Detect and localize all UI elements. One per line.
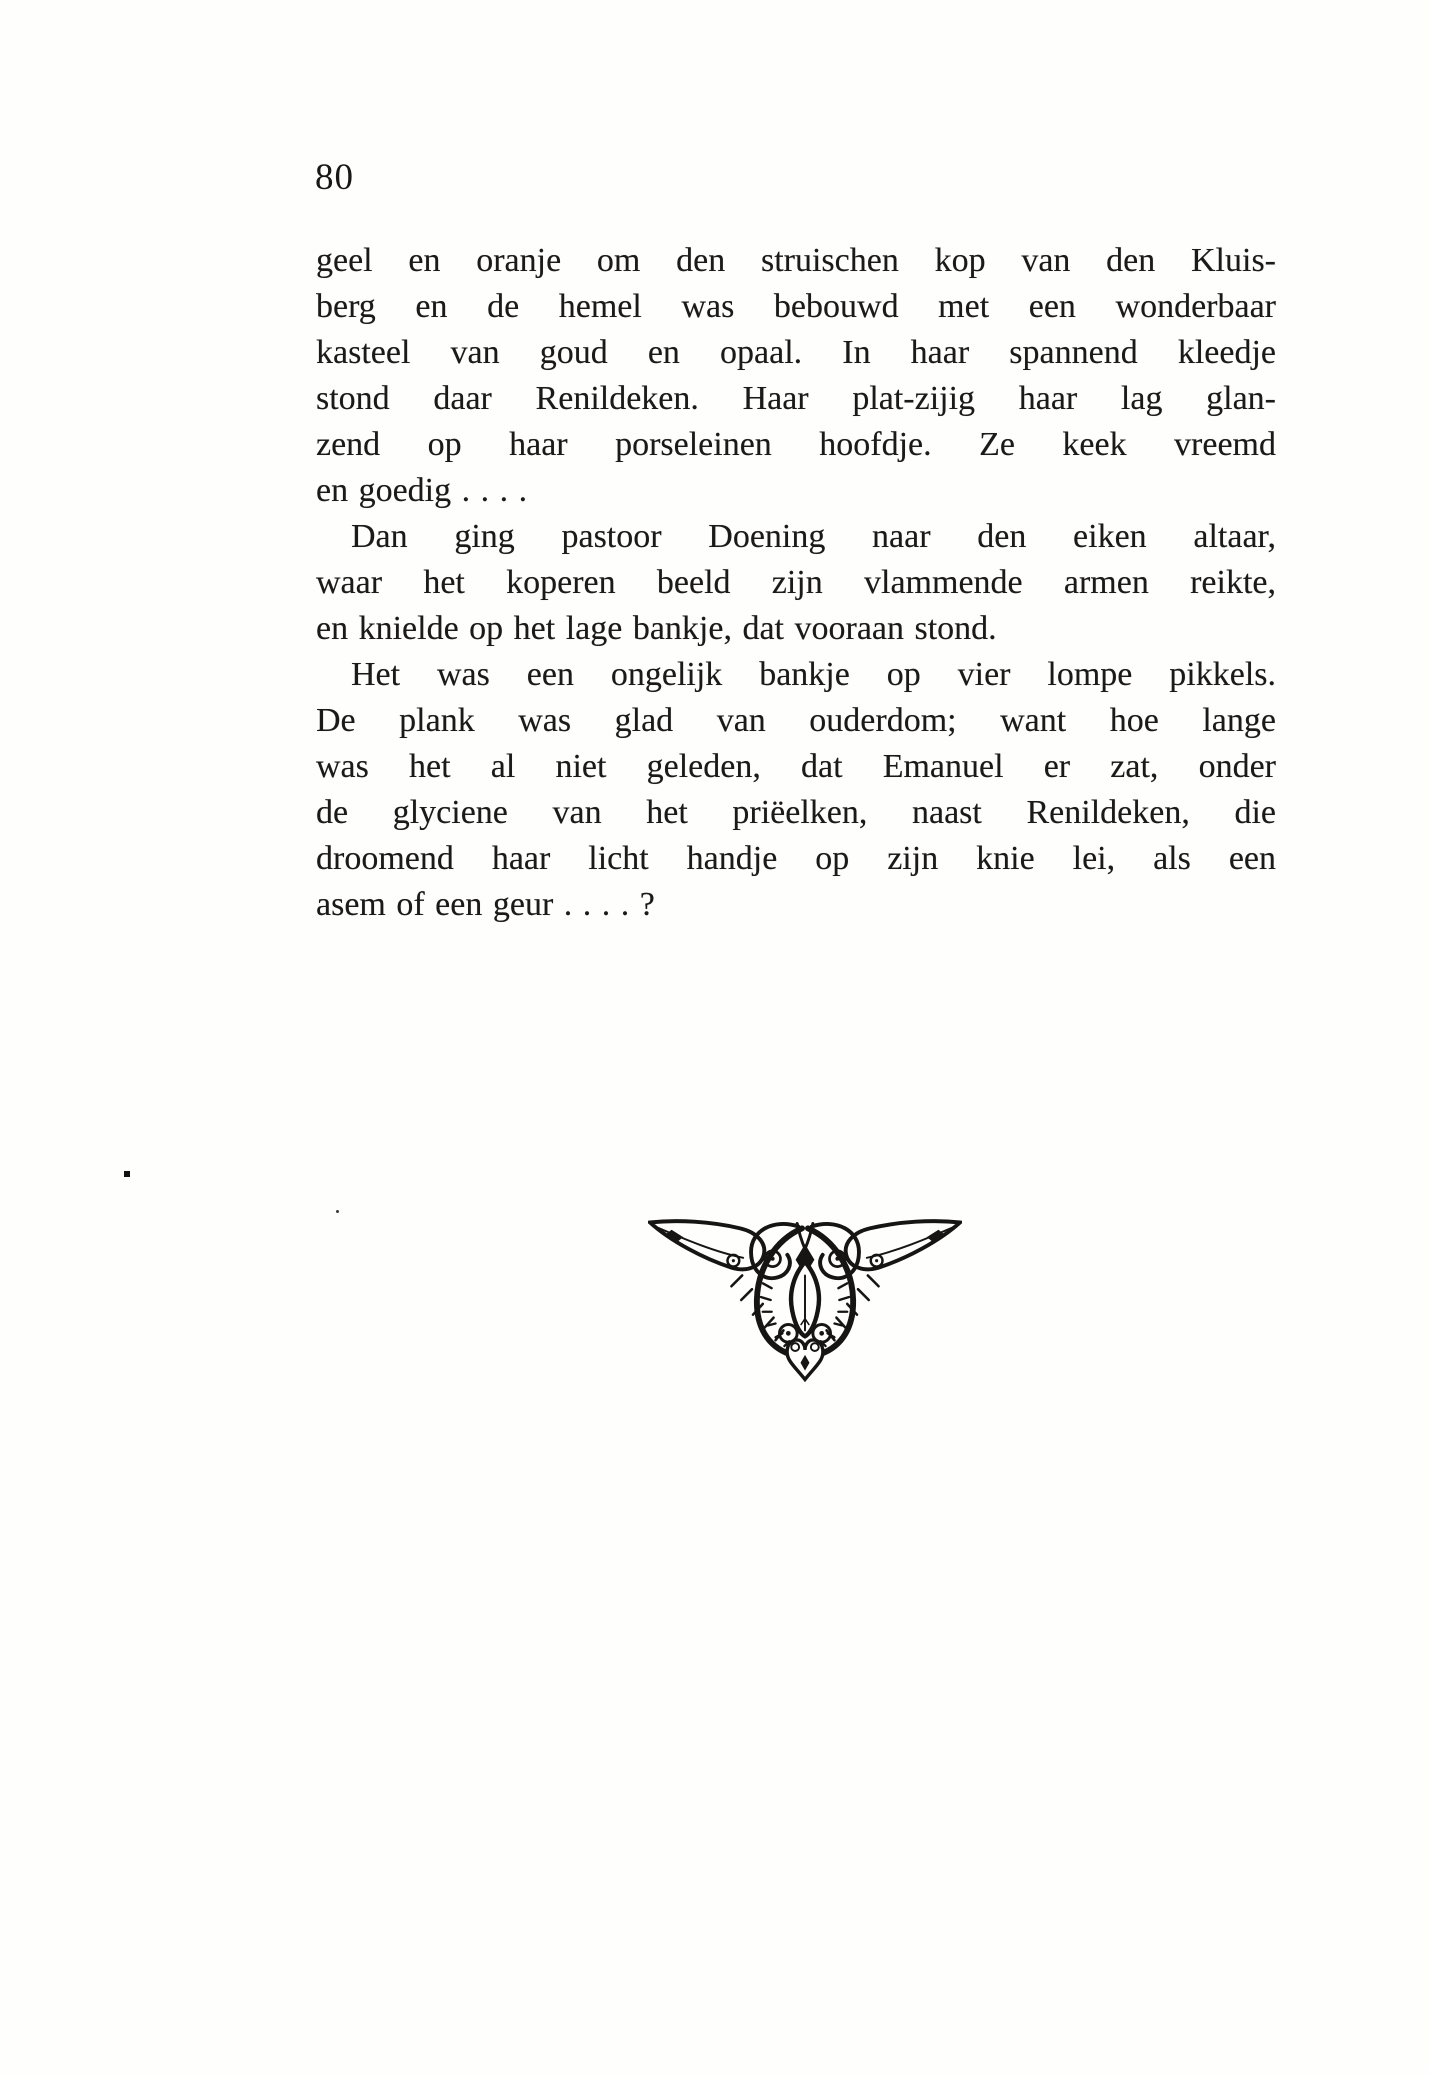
text-block xyxy=(316,238,1276,928)
text-line: kasteel van goud en opaal. In haar spannend kleedje xyxy=(316,334,1276,371)
text-line: Het was een ongelijk bankje op vier lompe pikkels. xyxy=(351,656,1276,693)
text-line: en goedig . . . . xyxy=(316,472,528,509)
text-line: zend op haar porseleinen hoofdje. Ze keek vreemd xyxy=(316,426,1276,463)
text-line: de glyciene van het priëelken, naast Renildeken, die xyxy=(316,794,1276,831)
paragraph xyxy=(316,652,1276,928)
text-line: Dan ging pastoor Doening naar den eiken altaar, xyxy=(351,518,1276,555)
text-line: waar het koperen beeld zijn vlammende armen reikte, xyxy=(316,564,1276,601)
text-line: en knielde op het lage bankje, dat vooraan stond. xyxy=(316,610,997,647)
text-line: stond daar Renildeken. Haar plat-zijig haar lag glan- xyxy=(316,380,1276,417)
text-line: geel en oranje om den struischen kop van den Kluis- xyxy=(316,242,1276,279)
ink-speck xyxy=(336,1210,339,1213)
text-line: berg en de hemel was bebouwd met een wonderbaar xyxy=(316,288,1276,325)
text-line: was het al niet geleden, dat Emanuel er zat, onder xyxy=(316,748,1276,785)
text-line: droomend haar licht handje op zijn knie lei, als een xyxy=(316,840,1276,877)
paragraph xyxy=(316,238,1276,514)
ornament-vignette-icon xyxy=(648,1216,962,1382)
text-line: asem of een geur . . . . ? xyxy=(316,886,655,923)
ink-speck xyxy=(124,1171,130,1177)
page-number: 80 xyxy=(315,157,354,198)
text-line: De plank was glad van ouderdom; want hoe lange xyxy=(316,702,1276,739)
paragraph xyxy=(316,514,1276,652)
